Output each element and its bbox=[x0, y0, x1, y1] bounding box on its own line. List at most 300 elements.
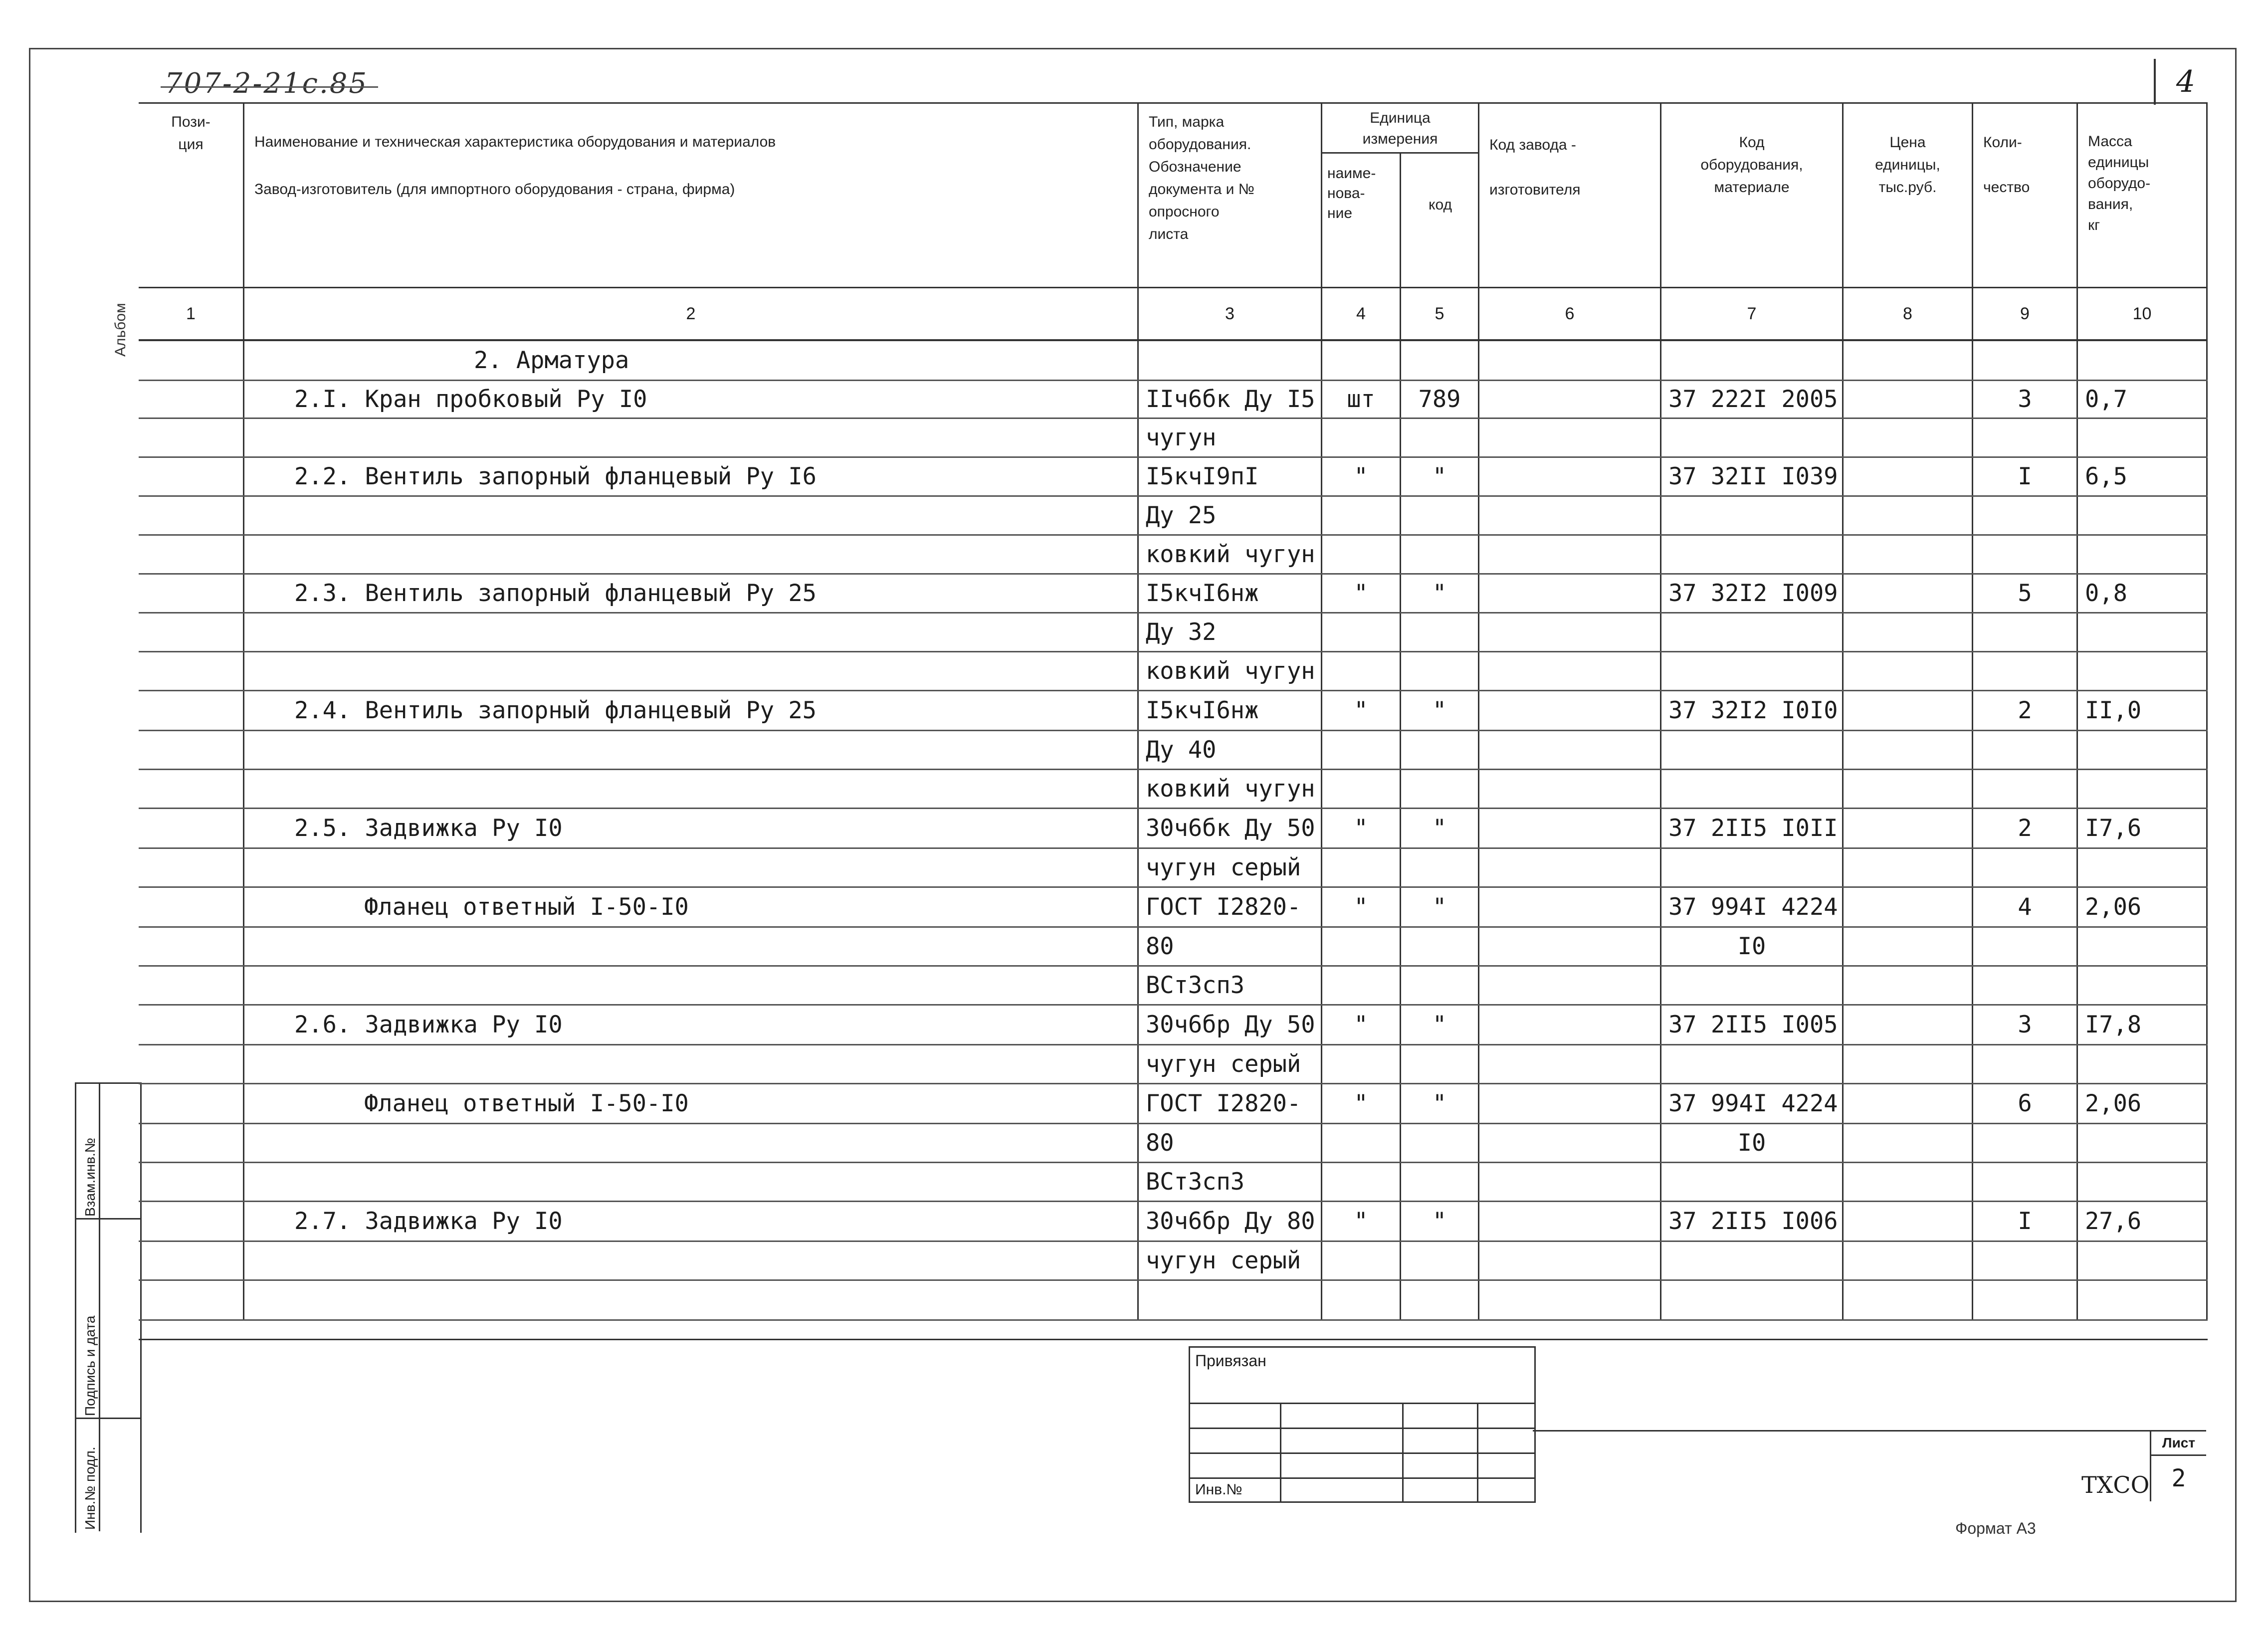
specification-table bbox=[139, 102, 2208, 1321]
side-label-signature: Подпись и дата bbox=[82, 1315, 98, 1416]
table-cell-c1 bbox=[139, 1242, 244, 1279]
table-cell-c3: чугун серый bbox=[1139, 849, 1322, 886]
table-cell-c7 bbox=[1661, 536, 1844, 573]
table-cell-c1 bbox=[139, 381, 244, 417]
table-cell-c5 bbox=[1401, 1124, 1479, 1162]
table-cell-c2: 2.6. Задвижка Ру I0 bbox=[244, 1006, 1139, 1044]
table-cell-c7: 37 222I 2005 bbox=[1661, 381, 1844, 417]
table-cell-c5: " bbox=[1401, 458, 1479, 495]
table-cell-c2 bbox=[244, 967, 1139, 1004]
table-cell-c2 bbox=[244, 1281, 1139, 1319]
table-cell-c10 bbox=[2078, 1163, 2208, 1201]
document-code: 707-2-21с.85 bbox=[165, 67, 369, 100]
col-number: 8 bbox=[1844, 288, 1973, 339]
table-cell-c1 bbox=[139, 731, 244, 769]
table-cell-c2 bbox=[244, 419, 1139, 456]
table-cell-c7: 37 32I2 I009 bbox=[1661, 575, 1844, 612]
table-cell-c7 bbox=[1661, 1163, 1844, 1201]
column-number-row bbox=[139, 288, 2208, 341]
table-cell-c8 bbox=[1844, 1202, 1973, 1240]
table-cell-c10 bbox=[2078, 928, 2208, 965]
table-cell-c4: " bbox=[1322, 1202, 1401, 1240]
table-cell-c10 bbox=[2078, 770, 2208, 808]
table-cell-c7: 37 32I2 I0I0 bbox=[1661, 691, 1844, 730]
table-cell-c8 bbox=[1844, 1124, 1973, 1162]
table-cell-c2 bbox=[244, 849, 1139, 886]
table-cell-c4: " bbox=[1322, 1006, 1401, 1044]
table-cell-c4: " bbox=[1322, 575, 1401, 612]
header-position: Пози- ция bbox=[139, 104, 244, 287]
header-price: Цена единицы, тыс.руб. bbox=[1844, 104, 1973, 287]
table-cell-c8 bbox=[1844, 1045, 1973, 1083]
table-cell-c8 bbox=[1844, 652, 1973, 690]
table-cell-c3: ВСт3сп3 bbox=[1139, 967, 1322, 1004]
table-cell-c8 bbox=[1844, 691, 1973, 730]
title-block bbox=[1533, 1430, 2206, 1501]
table-cell-c5 bbox=[1401, 770, 1479, 808]
table-cell-c1 bbox=[139, 1084, 244, 1123]
table-cell-c4 bbox=[1322, 536, 1401, 573]
table-cell-c5 bbox=[1401, 652, 1479, 690]
table-cell-c9 bbox=[1973, 928, 2078, 965]
header-mass: Масса единицы оборудо- вания, кг bbox=[2078, 104, 2208, 287]
header-description bbox=[244, 104, 1139, 287]
table-cell-c4: " bbox=[1322, 691, 1401, 730]
header-equipment-code: Код оборудования, материале bbox=[1661, 104, 1844, 287]
col-number: 6 bbox=[1479, 288, 1661, 339]
table-cell-c7 bbox=[1661, 849, 1844, 886]
table-cell-c3: ВСт3сп3 bbox=[1139, 1163, 1322, 1201]
table-cell-c3: чугун серый bbox=[1139, 1045, 1322, 1083]
table-cell-c10 bbox=[2078, 1281, 2208, 1319]
table-cell-c7 bbox=[1661, 1281, 1844, 1319]
table-cell-c3: 80 bbox=[1139, 928, 1322, 965]
table-cell-c1 bbox=[139, 1163, 244, 1201]
table-cell-c6 bbox=[1479, 1045, 1661, 1083]
table-cell-c8 bbox=[1844, 614, 1973, 651]
stamp-grid-line bbox=[1190, 1477, 1534, 1479]
table-cell-c6 bbox=[1479, 1242, 1661, 1279]
table-cell-c9 bbox=[1973, 1124, 2078, 1162]
table-cell-c2: Фланец ответный I-50-I0 bbox=[244, 888, 1139, 926]
table-cell-c1 bbox=[139, 928, 244, 965]
table-cell-c6 bbox=[1479, 381, 1661, 417]
header-type: Тип, марка оборудования. Обозначение документа и № опросного листа bbox=[1139, 104, 1322, 287]
table-cell-c7: 37 2II5 I006 bbox=[1661, 1202, 1844, 1240]
col-number: 3 bbox=[1139, 288, 1322, 339]
table-cell-c1 bbox=[139, 497, 244, 534]
table-cell-c8 bbox=[1844, 1242, 1973, 1279]
table-cell-c5: " bbox=[1401, 888, 1479, 926]
table-cell-c10: I7,6 bbox=[2078, 809, 2208, 847]
table-cell-c4 bbox=[1322, 497, 1401, 534]
table-cell-c4 bbox=[1322, 1242, 1401, 1279]
table-row bbox=[139, 575, 2208, 614]
table-cell-c7 bbox=[1661, 967, 1844, 1004]
table-cell-c10 bbox=[2078, 419, 2208, 456]
table-cell-c5: " bbox=[1401, 1006, 1479, 1044]
table-cell-c9 bbox=[1973, 770, 2078, 808]
table-cell-c4 bbox=[1322, 967, 1401, 1004]
col-number: 9 bbox=[1973, 288, 2078, 339]
table-row bbox=[139, 731, 2208, 770]
table-cell-c5 bbox=[1401, 1281, 1479, 1319]
bottom-stamp-area bbox=[139, 1339, 2208, 1520]
table-row bbox=[139, 341, 2208, 381]
binding-stamp bbox=[1189, 1346, 1536, 1503]
table-cell-c1 bbox=[139, 691, 244, 730]
side-box-signature bbox=[75, 1218, 142, 1419]
table-cell-c6 bbox=[1479, 928, 1661, 965]
table-cell-c6 bbox=[1479, 458, 1661, 495]
table-cell-c10: 2,06 bbox=[2078, 888, 2208, 926]
table-cell-c5: " bbox=[1401, 575, 1479, 612]
stamp-grid-line bbox=[1477, 1403, 1478, 1501]
table-cell-c2 bbox=[244, 614, 1139, 651]
table-cell-c10: I7,8 bbox=[2078, 1006, 2208, 1044]
table-cell-c9: 3 bbox=[1973, 1006, 2078, 1044]
table-cell-c2 bbox=[244, 731, 1139, 769]
table-cell-c5 bbox=[1401, 419, 1479, 456]
table-cell-c5 bbox=[1401, 928, 1479, 965]
table-cell-c3: 80 bbox=[1139, 1124, 1322, 1162]
table-cell-c10: 0,7 bbox=[2078, 381, 2208, 417]
header-unit-title: Единица измерения bbox=[1322, 104, 1478, 154]
table-cell-c1 bbox=[139, 849, 244, 886]
table-cell-c8 bbox=[1844, 1006, 1973, 1044]
table-cell-c8 bbox=[1844, 381, 1973, 417]
table-cell-c5 bbox=[1401, 1163, 1479, 1201]
table-cell-c9: 3 bbox=[1973, 381, 2078, 417]
table-body bbox=[139, 341, 2208, 1321]
table-cell-c3: чугун bbox=[1139, 419, 1322, 456]
stamp-grid-line bbox=[1190, 1403, 1534, 1404]
table-cell-c10 bbox=[2078, 614, 2208, 651]
stamp-grid-line bbox=[1280, 1403, 1281, 1501]
table-cell-c1 bbox=[139, 967, 244, 1004]
table-cell-c6 bbox=[1479, 419, 1661, 456]
table-cell-c1 bbox=[139, 770, 244, 808]
table-cell-c1 bbox=[139, 1202, 244, 1240]
table-cell-c10 bbox=[2078, 1124, 2208, 1162]
table-cell-c3 bbox=[1139, 1281, 1322, 1319]
table-cell-c9 bbox=[1973, 849, 2078, 886]
sheet-number-box bbox=[2150, 1432, 2206, 1501]
table-cell-c3: I5кчI6нж bbox=[1139, 575, 1322, 612]
table-cell-c9: 2 bbox=[1973, 809, 2078, 847]
table-cell-c2 bbox=[244, 497, 1139, 534]
table-cell-c10 bbox=[2078, 967, 2208, 1004]
table-cell-c6 bbox=[1479, 575, 1661, 612]
table-cell-c4: шт bbox=[1322, 381, 1401, 417]
table-row bbox=[139, 419, 2208, 458]
table-cell-c2 bbox=[244, 770, 1139, 808]
table-cell-c6 bbox=[1479, 1202, 1661, 1240]
table-cell-c1 bbox=[139, 536, 244, 573]
table-cell-c6 bbox=[1479, 1163, 1661, 1201]
table-cell-c10: 27,6 bbox=[2078, 1202, 2208, 1240]
table-cell-c9: 2 bbox=[1973, 691, 2078, 730]
table-cell-c4 bbox=[1322, 731, 1401, 769]
sheet-label: Лист bbox=[2151, 1432, 2206, 1456]
table-cell-c6 bbox=[1479, 614, 1661, 651]
sheet-mark: 4 bbox=[2154, 59, 2216, 105]
table-cell-c6 bbox=[1479, 691, 1661, 730]
table-cell-c5 bbox=[1401, 1242, 1479, 1279]
table-cell-c8 bbox=[1844, 849, 1973, 886]
table-cell-c4 bbox=[1322, 1281, 1401, 1319]
table-cell-c7 bbox=[1661, 614, 1844, 651]
table-cell-c1 bbox=[139, 1124, 244, 1162]
table-cell-c3: ковкий чугун bbox=[1139, 652, 1322, 690]
table-cell-c6 bbox=[1479, 809, 1661, 847]
table-cell-c3: I5кчI9пI bbox=[1139, 458, 1322, 495]
table-cell-c5 bbox=[1401, 1045, 1479, 1083]
table-cell-c3: ковкий чугун bbox=[1139, 536, 1322, 573]
table-cell-c3: 30ч6бк Ду 50 bbox=[1139, 809, 1322, 847]
table-cell-c6 bbox=[1479, 652, 1661, 690]
table-cell-c6 bbox=[1479, 731, 1661, 769]
table-cell-c4 bbox=[1322, 614, 1401, 651]
table-cell-c3 bbox=[1139, 341, 1322, 380]
table-cell-c2 bbox=[244, 536, 1139, 573]
table-row bbox=[139, 849, 2208, 888]
table-cell-c9 bbox=[1973, 1163, 2078, 1201]
table-row bbox=[139, 381, 2208, 419]
table-row bbox=[139, 1124, 2208, 1163]
side-box-divider bbox=[99, 1082, 100, 1531]
table-row bbox=[139, 458, 2208, 497]
table-cell-c7: I0 bbox=[1661, 1124, 1844, 1162]
table-cell-c2 bbox=[244, 928, 1139, 965]
table-cell-c3: IIч6бк Ду I5 bbox=[1139, 381, 1322, 417]
table-cell-c7 bbox=[1661, 652, 1844, 690]
table-cell-c10 bbox=[2078, 731, 2208, 769]
table-cell-c10: 0,8 bbox=[2078, 575, 2208, 612]
table-cell-c8 bbox=[1844, 888, 1973, 926]
table-cell-c10 bbox=[2078, 1242, 2208, 1279]
table-row bbox=[139, 614, 2208, 652]
table-cell-c4: " bbox=[1322, 458, 1401, 495]
table-cell-c9 bbox=[1973, 731, 2078, 769]
side-box-original bbox=[75, 1418, 142, 1533]
table-cell-c2: 2.4. Вентиль запорный фланцевый Ру 25 bbox=[244, 691, 1139, 730]
table-row bbox=[139, 1202, 2208, 1242]
table-cell-c1 bbox=[139, 888, 244, 926]
header-factory-code: Код завода - изготовителя bbox=[1479, 104, 1661, 287]
header-unit-code: код bbox=[1429, 197, 1452, 213]
table-cell-c8 bbox=[1844, 1163, 1973, 1201]
table-cell-c10: 6,5 bbox=[2078, 458, 2208, 495]
table-cell-c9: I bbox=[1973, 458, 2078, 495]
table-cell-c5 bbox=[1401, 497, 1479, 534]
table-cell-c4: " bbox=[1322, 809, 1401, 847]
table-cell-c4 bbox=[1322, 1124, 1401, 1162]
table-cell-c5 bbox=[1401, 614, 1479, 651]
table-cell-c4 bbox=[1322, 770, 1401, 808]
table-cell-c9: 5 bbox=[1973, 575, 2078, 612]
side-label-replacement: Взам.инв.№ bbox=[82, 1138, 98, 1217]
table-cell-c10 bbox=[2078, 849, 2208, 886]
table-cell-c8 bbox=[1844, 458, 1973, 495]
table-cell-c7: 37 994I 4224 bbox=[1661, 1084, 1844, 1123]
table-cell-c3: Ду 25 bbox=[1139, 497, 1322, 534]
col-number: 1 bbox=[139, 288, 244, 339]
table-row bbox=[139, 536, 2208, 575]
col-number: 7 bbox=[1661, 288, 1844, 339]
table-cell-c3: I5кчI6нж bbox=[1139, 691, 1322, 730]
table-cell-c8 bbox=[1844, 967, 1973, 1004]
table-cell-c8 bbox=[1844, 536, 1973, 573]
table-cell-c1 bbox=[139, 1281, 244, 1319]
table-cell-c7: 37 32II I039 bbox=[1661, 458, 1844, 495]
sheet-number: 2 bbox=[2171, 1464, 2186, 1492]
table-cell-c1 bbox=[139, 1006, 244, 1044]
table-cell-c2 bbox=[244, 1242, 1139, 1279]
table-cell-c6 bbox=[1479, 967, 1661, 1004]
table-cell-c5: " bbox=[1401, 1202, 1479, 1240]
table-row bbox=[139, 1006, 2208, 1045]
table-cell-c7 bbox=[1661, 419, 1844, 456]
table-cell-c2 bbox=[244, 652, 1139, 690]
table-cell-c7: I0 bbox=[1661, 928, 1844, 965]
stamp-grid-line bbox=[1190, 1452, 1534, 1454]
table-cell-c7 bbox=[1661, 497, 1844, 534]
binding-label: Привязан bbox=[1195, 1352, 1266, 1370]
table-cell-c8 bbox=[1844, 1281, 1973, 1319]
table-cell-c8 bbox=[1844, 809, 1973, 847]
table-cell-c3: чугун серый bbox=[1139, 1242, 1322, 1279]
table-cell-c1 bbox=[139, 575, 244, 612]
header-unit bbox=[1322, 104, 1479, 287]
table-row bbox=[139, 809, 2208, 849]
table-cell-c4 bbox=[1322, 652, 1401, 690]
table-cell-c5 bbox=[1401, 849, 1479, 886]
table-cell-c9: I bbox=[1973, 1202, 2078, 1240]
table-cell-c9 bbox=[1973, 341, 2078, 380]
side-label-original: Инв.№ подл. bbox=[82, 1446, 98, 1530]
table-cell-c5: " bbox=[1401, 691, 1479, 730]
table-row bbox=[139, 967, 2208, 1006]
table-cell-c10 bbox=[2078, 536, 2208, 573]
table-cell-c3: Ду 32 bbox=[1139, 614, 1322, 651]
table-cell-c4: " bbox=[1322, 1084, 1401, 1123]
table-cell-c1 bbox=[139, 458, 244, 495]
table-cell-c6 bbox=[1479, 770, 1661, 808]
table-cell-c5 bbox=[1401, 341, 1479, 380]
table-row bbox=[139, 497, 2208, 536]
table-cell-c10 bbox=[2078, 341, 2208, 380]
table-cell-c6 bbox=[1479, 1281, 1661, 1319]
table-cell-c8 bbox=[1844, 419, 1973, 456]
stamp-grid-line bbox=[1190, 1428, 1534, 1429]
table-cell-c5 bbox=[1401, 967, 1479, 1004]
table-cell-c6 bbox=[1479, 849, 1661, 886]
table-row bbox=[139, 1084, 2208, 1124]
table-cell-c5 bbox=[1401, 536, 1479, 573]
table-cell-c3: Ду 40 bbox=[1139, 731, 1322, 769]
table-cell-c2: 2.5. Задвижка Ру I0 bbox=[244, 809, 1139, 847]
table-cell-c8 bbox=[1844, 575, 1973, 612]
table-cell-c10: II,0 bbox=[2078, 691, 2208, 730]
col-number: 10 bbox=[2078, 288, 2208, 339]
table-cell-c8 bbox=[1844, 928, 1973, 965]
table-row bbox=[139, 1045, 2208, 1084]
table-cell-c4 bbox=[1322, 1045, 1401, 1083]
table-cell-c4: " bbox=[1322, 888, 1401, 926]
table-cell-c8 bbox=[1844, 731, 1973, 769]
table-cell-c4 bbox=[1322, 1163, 1401, 1201]
album-label: Альбом bbox=[112, 303, 129, 357]
table-cell-c3: 30ч6бр Ду 80 bbox=[1139, 1202, 1322, 1240]
table-cell-c7 bbox=[1661, 341, 1844, 380]
table-row bbox=[139, 1242, 2208, 1281]
table-row bbox=[139, 928, 2208, 967]
table-cell-c3: 30ч6бр Ду 50 bbox=[1139, 1006, 1322, 1044]
table-cell-c9 bbox=[1973, 1045, 2078, 1083]
table-cell-c9: 6 bbox=[1973, 1084, 2078, 1123]
table-cell-c7: 37 994I 4224 bbox=[1661, 888, 1844, 926]
table-cell-c1 bbox=[139, 809, 244, 847]
table-cell-c6 bbox=[1479, 1124, 1661, 1162]
table-cell-c6 bbox=[1479, 1084, 1661, 1123]
table-cell-c6 bbox=[1479, 1006, 1661, 1044]
table-cell-c10 bbox=[2078, 652, 2208, 690]
table-cell-c3: ГОСТ I2820- bbox=[1139, 1084, 1322, 1123]
col-number: 2 bbox=[244, 288, 1139, 339]
table-cell-c6 bbox=[1479, 341, 1661, 380]
table-cell-c4 bbox=[1322, 928, 1401, 965]
table-cell-c6 bbox=[1479, 497, 1661, 534]
table-cell-c10: 2,06 bbox=[2078, 1084, 2208, 1123]
table-cell-c1 bbox=[139, 652, 244, 690]
table-cell-c8 bbox=[1844, 497, 1973, 534]
table-cell-c9: 4 bbox=[1973, 888, 2078, 926]
table-cell-c7: 37 2II5 I005 bbox=[1661, 1006, 1844, 1044]
table-cell-c2 bbox=[244, 1124, 1139, 1162]
table-cell-c2: 2.2. Вентиль запорный фланцевый Ру I6 bbox=[244, 458, 1139, 495]
header-description-line2: Завод-изготовитель (для импортного оборудования - страна, фирма) bbox=[254, 181, 735, 198]
header-description-line1: Наименование и техническая характеристика оборудования и материалов bbox=[254, 134, 776, 150]
table-row bbox=[139, 691, 2208, 731]
table-cell-c7 bbox=[1661, 770, 1844, 808]
table-cell-c2: 2. Арматура bbox=[244, 341, 1139, 380]
table-cell-c1 bbox=[139, 1045, 244, 1083]
table-cell-c9 bbox=[1973, 652, 2078, 690]
table-cell-c4 bbox=[1322, 341, 1401, 380]
table-cell-c8 bbox=[1844, 770, 1973, 808]
table-cell-c2: 2.3. Вентиль запорный фланцевый Ру 25 bbox=[244, 575, 1139, 612]
table-cell-c9 bbox=[1973, 614, 2078, 651]
table-row bbox=[139, 1281, 2208, 1321]
table-cell-c9 bbox=[1973, 497, 2078, 534]
table-cell-c1 bbox=[139, 341, 244, 380]
table-cell-c5: " bbox=[1401, 809, 1479, 847]
header-unit-name: наиме- нова- ние bbox=[1322, 154, 1401, 287]
inventory-label: Инв.№ bbox=[1195, 1481, 1242, 1498]
table-cell-c7 bbox=[1661, 1242, 1844, 1279]
table-cell-c8 bbox=[1844, 1084, 1973, 1123]
table-cell-c10 bbox=[2078, 497, 2208, 534]
table-cell-c6 bbox=[1479, 888, 1661, 926]
approval-side-box bbox=[75, 1082, 139, 1531]
side-box-replacement bbox=[75, 1082, 142, 1220]
format-label: Формат А3 bbox=[1955, 1519, 2036, 1537]
table-cell-c3: ГОСТ I2820- bbox=[1139, 888, 1322, 926]
table-cell-c2: 2.7. Задвижка Ру I0 bbox=[244, 1202, 1139, 1240]
table-cell-c1 bbox=[139, 419, 244, 456]
table-header bbox=[139, 102, 2208, 288]
